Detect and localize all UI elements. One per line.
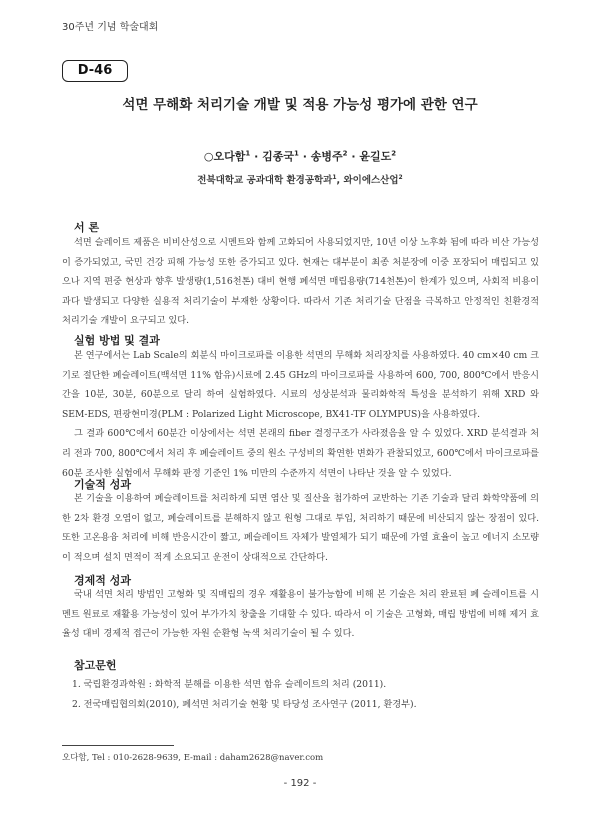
page-number: - 192 - [283,778,317,789]
section-heading-refs: 참고문헌 [74,659,117,672]
presenter-marker: ○ [203,150,214,163]
section-body-tech [62,489,539,567]
section-heading-intro: 서 론 [74,221,100,234]
author-affil-sup: 2 [391,149,397,158]
author-separator: · [298,150,311,163]
conference-header: 30주년 기념 학술대회 [62,22,159,33]
footnote-divider [62,745,174,746]
paragraph: 국내 석면 처리 방법인 고형화 및 직매립의 경우 재활용이 불가능함에 비해 본 기술은 처리 완료된 폐 슬레이트를 시멘트 원료로 재활용 가능성이 있어 부가가치 창출을 기대할 수 있다. 따라서 이 기술은 고형화, 매립 방법에 비해 제거 효율성 대비 경제적 접근이 가능한 자원 순환형 녹색 처리기술이 될 수 있다. [62,589,539,640]
affiliation-name: 전북대학교 공과대학 환경공학과 [197,175,333,186]
author-separator: · [250,150,263,163]
affiliation-sup: 1 [332,173,337,181]
paragraph: 본 연구에서는 Lab Scale의 회분식 마이크로파를 이용한 석면의 무해화 처리장치를 사용하였다. 40 cm×40 cm 크기로 절단한 폐슬레이트(백석면 11% 함유)시료에 2.45 GHz의 마이크로파를 사용하여 600, 700, 800℃에서 반응시간을 10분, 30분, 60분으로 달리 하여 실험하였다. 시료의 성상분석과 물리화학적 특성을 분석하기 위해 XRD 와 SEM-EDS, 편광현미경(PLM : Polarized Light Microscope, BX41-TF OLYMPUS)을 사용하였다. [62,350,539,420]
author-name: 오다함 [213,150,246,163]
affiliation-name: 와이에스산업 [343,175,399,186]
paragraph: 석면 슬레이트 제품은 비비산성으로 시멘트와 함께 고화되어 사용되었지만, 10년 이상 노후화 됨에 따라 비산 가능성이 증가되었고, 국민 건강 피해 가능성 또한 증가되고 있다. 현재는 대부분이 최종 처분장에 이중 포장되어 매립되고 있으나 지역 편중 현상과 향후 발생량(1,516천톤) 대비 현행 폐석면 매립용량(714천톤)이 한계가 있으며, 사회적 비용이 과다 발생되고 다양한 실용적 처리기술이 부재한 상황이다. 따라서 기존 처리기술 단점을 극복하고 안정적인 친환경적 처리기술 개발이 요구되고 있다. [62,237,539,327]
affiliation-line [0,172,600,186]
section-body-econ [62,585,539,644]
section-heading-methods: 실험 방법 및 결과 [74,334,160,347]
affiliation-separator: , [336,175,344,186]
section-body-methods [62,346,539,483]
author-name: 송병주 [310,150,343,163]
author-affil-sup: 2 [342,149,348,158]
paper-code-badge: D-46 [62,60,128,82]
author-name: 김종국 [262,150,294,163]
reference-item: 2. 전국매립협의회(2010), 폐석면 처리기술 현황 및 타당성 조사연구 (2011, 환경부). [72,698,417,710]
section-heading-tech: 기술적 성과 [74,478,131,491]
section-heading-econ: 경제적 성과 [74,574,131,587]
paper-title: 석면 무해화 처리기술 개발 및 적용 가능성 평가에 관한 연구 [122,97,478,113]
paragraph: 본 기술을 이용하여 폐슬레이트를 처리하게 되면 염산 및 질산을 첨가하여 교반하는 기존 기술과 달리 화학약품에 의한 2차 환경 오염이 없고, 폐슬레이트를 분해하지 않고 원형 그대로 투입, 처리하기 때문에 비산되지 않는 장점이 있다. 또한 고온용융 처리에 비해 반응시간이 짧고, 폐슬레이트 자체가 발열체가 되기 때문에 가열 효율이 높고 에너지 소모량이 적으며 설치 면적이 적게 소요되고 운전이 상대적으로 간단하다. [62,493,539,563]
paragraph: 그 결과 600℃에서 60분간 이상에서는 석면 본래의 fiber 결정구조가 사라졌음을 알 수 있었다. XRD 분석결과 처리 전과 700, 800℃에서 처리 후 폐슬레이트 중의 원소 구성비의 확연한 변화가 관찰되었고, 600℃에서 마이크로파를 60분 조사한 실험에서 무해화 판정 기준인 1% 미만의 수준까지 석면이 나타난 것을 알 수 있었다. [62,428,539,479]
author-separator: · [347,150,360,163]
author-affil-sup: 1 [245,149,251,158]
reference-item: 1. 국립환경과학원 : 화학적 분해를 이용한 석면 함유 슬레이트의 처리 (2011). [72,679,387,690]
author-name: 윤길도 [359,150,392,163]
author-affil-sup: 1 [294,149,299,158]
section-body-intro [62,233,539,331]
affiliation-sup: 2 [398,173,403,181]
footnote-contact: 오다함, Tel : 010-2628-9639, E-mail : daham2628@naver.com [62,753,324,763]
reference-list [62,675,539,714]
author-list [0,148,600,164]
